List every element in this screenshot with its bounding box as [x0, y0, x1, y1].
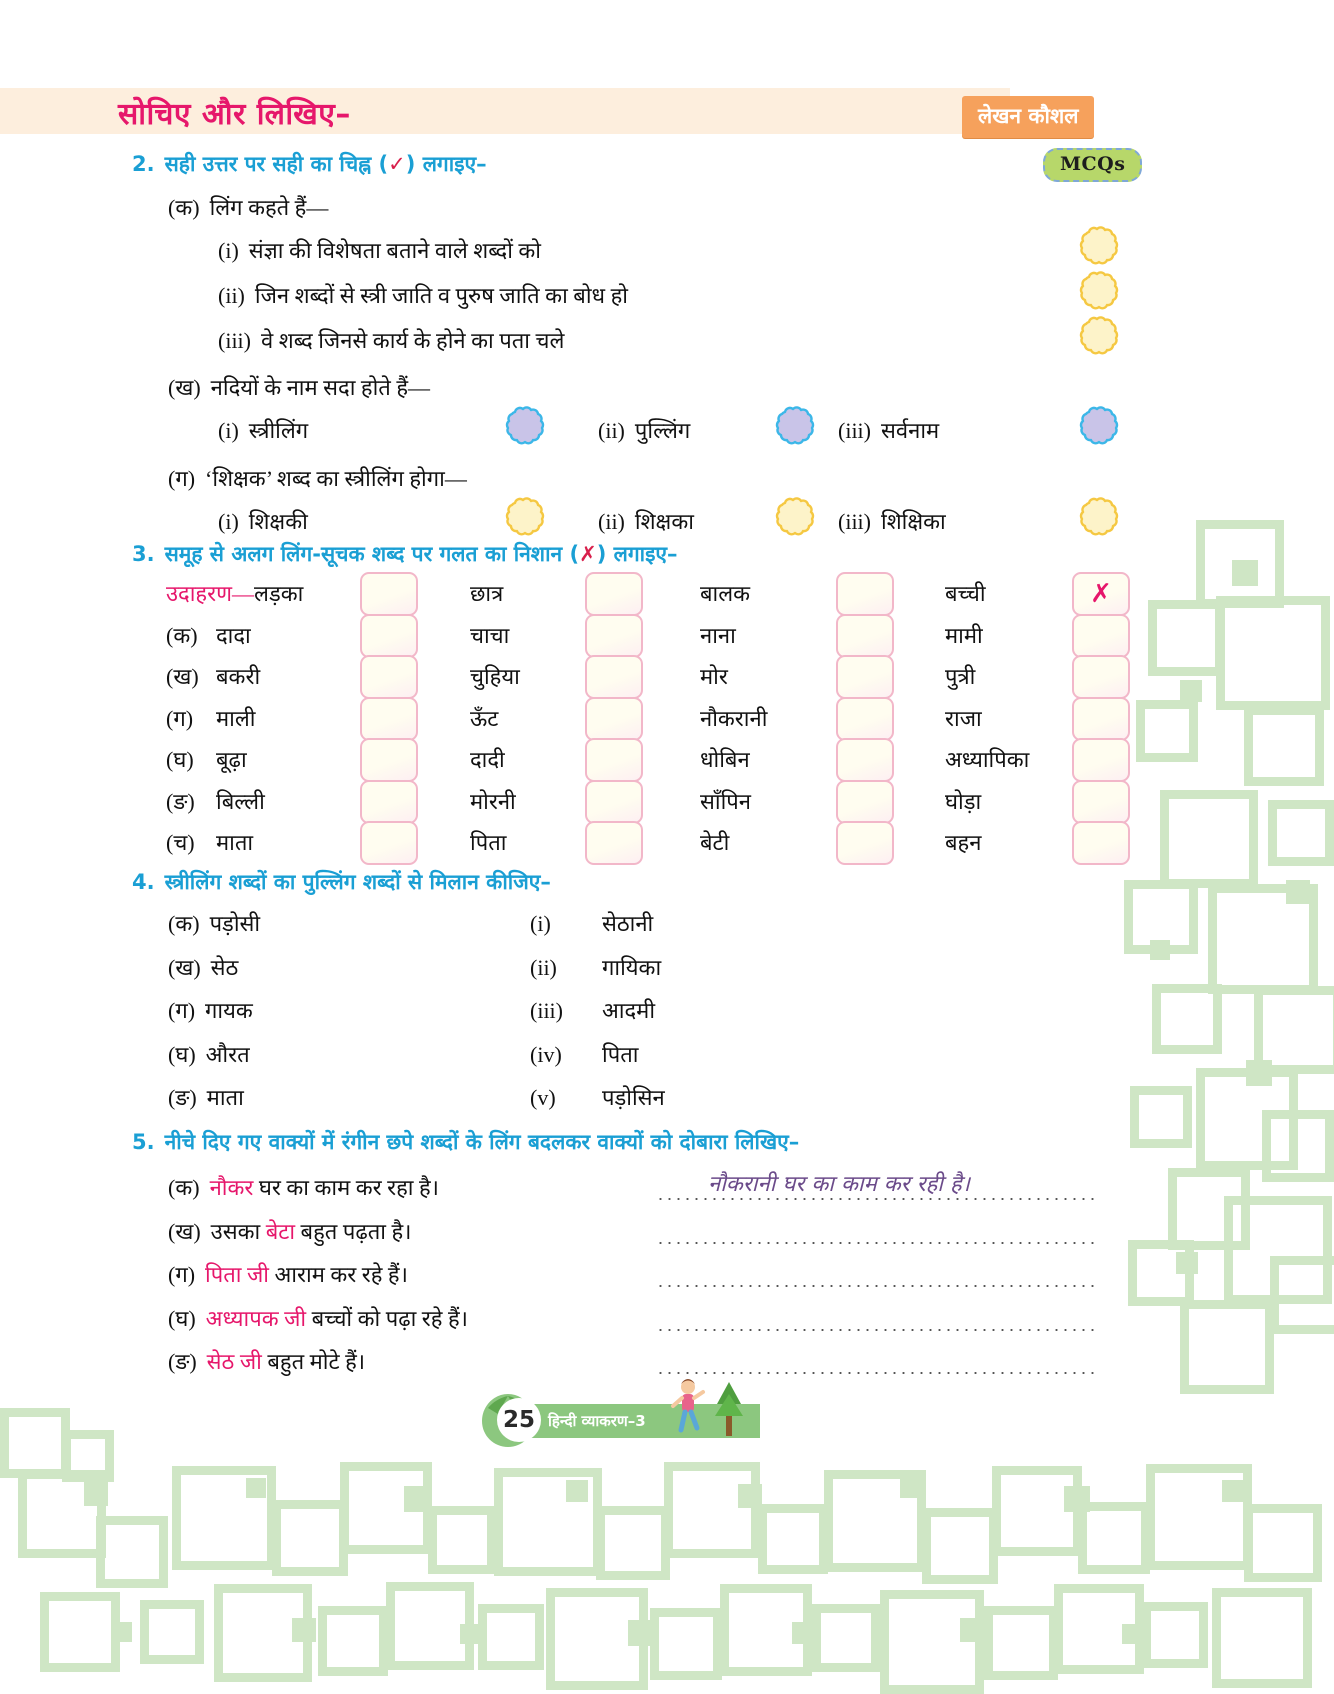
match-right-word: पिता [602, 1041, 639, 1067]
handwritten-answer: नौकरानी घर का काम कर रही है। [708, 1172, 971, 1197]
row-label: (क) [166, 622, 198, 648]
child-illustration-icon [668, 1378, 708, 1434]
skill-badge: लेखन कौशल [962, 96, 1094, 138]
question-2-option [218, 325, 564, 355]
answer-line[interactable] [656, 1285, 1096, 1287]
question-3-number: 3. [132, 542, 155, 566]
highlighted-word: बेटा [265, 1218, 296, 1244]
option-text: स्त्रीलिंग [248, 418, 309, 443]
match-left-word: गायक [205, 998, 253, 1023]
question-5-sentence [168, 1303, 468, 1333]
highlighted-word: अध्यापक जी [205, 1305, 307, 1331]
match-left-label: (ख) [168, 954, 201, 980]
question-4-heading [132, 868, 551, 896]
match-left-word: औरत [205, 1041, 250, 1067]
question-2-option [838, 415, 939, 445]
sentence-text: सेठ जी बहुत मोटे हैं। [206, 1349, 366, 1374]
option-text: शिक्षकी [248, 509, 308, 534]
match-left-word: माता [206, 1085, 244, 1110]
grid-word: बिल्ली [216, 788, 265, 814]
grid-word: बूढ़ा [216, 747, 247, 772]
option-number: (iii) [838, 509, 871, 534]
match-right-word: आदमी [602, 998, 656, 1023]
row-label: (च) [166, 830, 195, 855]
match-left-item[interactable] [168, 952, 238, 982]
question-5-sentence [168, 1346, 365, 1376]
grid-word: राजा [945, 705, 982, 731]
mcqs-badge: MCQs [1043, 148, 1142, 182]
grid-word: चाचा [470, 622, 510, 648]
match-right-word: सेठानी [602, 911, 654, 936]
answer-box[interactable] [836, 697, 894, 741]
option-number: (i) [218, 238, 239, 263]
answer-box[interactable] [360, 655, 418, 699]
answer-box[interactable] [585, 655, 643, 699]
tree-illustration-icon [712, 1380, 746, 1438]
grid-word: धोबिन [700, 747, 750, 772]
question-2-heading [132, 150, 487, 178]
part-prompt: नदियों के नाम सदा होते हैं— [210, 375, 431, 400]
sentence-text: पिता जी आराम कर रहे हैं। [205, 1262, 408, 1287]
highlighted-word: सेठ जी [206, 1349, 262, 1374]
match-right-item[interactable] [530, 908, 653, 938]
grid-word: बकरी [216, 664, 261, 689]
option-number: (ii) [598, 418, 625, 443]
answer-box[interactable] [1072, 738, 1130, 782]
question-2-number: 2. [132, 152, 155, 176]
grid-word: अध्यापिका [945, 747, 1030, 772]
row-label: (घ) [166, 747, 194, 772]
sentence-text: अध्यापक जी बच्चों को पढ़ा रहे हैं। [205, 1305, 469, 1331]
answer-box[interactable] [1072, 572, 1130, 616]
sentence-label: (क) [168, 1175, 200, 1200]
grid-word: दादा [216, 622, 251, 648]
answer-bubble-purple[interactable] [502, 403, 548, 449]
question-2-part-2 [168, 463, 467, 493]
answer-box[interactable] [360, 738, 418, 782]
match-right-item[interactable] [530, 952, 661, 982]
answer-line[interactable] [656, 1198, 1096, 1200]
option-number: (i) [218, 418, 239, 443]
sentence-label: (घ) [168, 1305, 196, 1331]
part-prompt: ‘शिक्षक’ शब्द का स्त्रीलिंग होगा— [205, 466, 467, 491]
answer-box[interactable] [836, 614, 894, 658]
answer-bubble-purple[interactable] [1076, 403, 1122, 449]
grid-word: ऊँट [470, 705, 499, 731]
option-text: शिक्षिका [881, 509, 946, 534]
match-right-label: (v) [530, 1085, 556, 1110]
question-2-option [838, 506, 946, 536]
grid-word: घोड़ा [945, 788, 982, 814]
answer-box[interactable] [360, 697, 418, 741]
match-left-label: (घ) [168, 1041, 196, 1067]
answer-bubble-yellow[interactable] [1076, 223, 1122, 269]
sentence-label: (ङ) [168, 1349, 197, 1374]
answer-bubble-yellow[interactable] [1076, 313, 1122, 359]
sentence-label: (ख) [168, 1218, 201, 1244]
match-right-label: (i) [530, 911, 551, 936]
option-number: (i) [218, 509, 239, 534]
answer-box[interactable] [585, 738, 643, 782]
option-text: जिन शब्दों से स्त्री जाति व पुरुष जाति का बोध हो [254, 283, 628, 308]
book-title: हिन्दी व्याकरण–3 [548, 1412, 646, 1430]
match-right-label: (ii) [530, 954, 557, 980]
answer-box[interactable] [836, 655, 894, 699]
sentence-text: उसका बेटा बहुत पढ़ता है। [210, 1218, 412, 1244]
match-left-word: पड़ोसी [209, 911, 261, 936]
question-2-option [218, 235, 541, 265]
answer-box[interactable] [1072, 821, 1130, 865]
answer-bubble-yellow[interactable] [1076, 494, 1122, 540]
match-right-label: (iv) [530, 1041, 562, 1067]
question-2-option [218, 280, 628, 310]
answer-bubble-purple[interactable] [772, 403, 818, 449]
answer-box[interactable] [1072, 697, 1130, 741]
match-right-word: गायिका [602, 954, 662, 980]
option-number: (iii) [218, 328, 251, 353]
highlighted-word: पिता जी [205, 1262, 270, 1287]
answer-box[interactable] [585, 614, 643, 658]
match-right-label: (iii) [530, 998, 563, 1023]
grid-word: दादी [470, 747, 505, 772]
question-2-part-1 [168, 372, 430, 402]
grid-word: पिता [470, 830, 507, 855]
part-label: (ख) [168, 375, 201, 400]
question-5-sentence [168, 1172, 439, 1202]
part-label: (क) [168, 195, 200, 220]
match-left-label: (ग) [168, 998, 196, 1023]
grid-word: बेटी [700, 830, 730, 855]
option-text: शिक्षका [634, 509, 694, 534]
match-left-item[interactable] [168, 1039, 250, 1069]
answer-box[interactable] [585, 572, 643, 616]
answer-bubble-yellow[interactable] [772, 494, 818, 540]
page-number: 25 [497, 1398, 541, 1442]
highlighted-word: नौकर [209, 1175, 254, 1200]
option-text: सर्वनाम [881, 418, 940, 443]
answer-box[interactable] [836, 821, 894, 865]
grid-word: चुहिया [470, 664, 520, 689]
question-5-number: 5. [132, 1130, 155, 1154]
match-left-item[interactable] [168, 1082, 244, 1112]
grid-word: साँपिन [700, 788, 751, 814]
sentence-text: नौकर घर का काम कर रहा है। [209, 1175, 440, 1200]
option-text: पुल्लिंग [634, 418, 691, 443]
option-number: (ii) [598, 509, 625, 534]
row-label: (ख) [166, 664, 199, 689]
answer-box[interactable] [585, 780, 643, 824]
answer-line[interactable] [656, 1372, 1096, 1374]
question-2-option [598, 415, 690, 445]
option-text: संज्ञा की विशेषता बताने वाले शब्दों को [248, 238, 541, 263]
question-2-text: सही उत्तर पर सही का चिह्न (✓) लगाइए– [164, 152, 487, 176]
question-3-text: समूह से अलग लिंग-सूचक शब्द पर गलत का निशान (✗) लगाइए– [164, 542, 678, 566]
answer-box[interactable] [1072, 780, 1130, 824]
check-mark-icon: ✓ [388, 152, 406, 176]
answer-box[interactable] [585, 821, 643, 865]
grid-word: माली [216, 705, 256, 731]
answer-box[interactable] [836, 572, 894, 616]
row-label: (ग) [166, 705, 194, 731]
match-left-label: (क) [168, 911, 200, 936]
question-2-option [218, 415, 308, 445]
question-5-heading [132, 1128, 799, 1156]
answer-box[interactable] [1072, 614, 1130, 658]
match-right-item[interactable] [530, 995, 655, 1025]
answer-box[interactable] [360, 821, 418, 865]
question-5-sentence [168, 1259, 408, 1289]
option-text: वे शब्द जिनसे कार्य के होने का पता चले [261, 328, 565, 353]
answer-line[interactable] [656, 1329, 1096, 1331]
match-right-word: पड़ोसिन [602, 1085, 665, 1110]
cross-mark-icon: ✗ [579, 542, 597, 566]
part-prompt: लिंग कहते हैं— [209, 195, 329, 220]
match-left-word: सेठ [210, 954, 239, 980]
sentence-label: (ग) [168, 1262, 196, 1287]
match-right-item[interactable] [530, 1082, 665, 1112]
question-4-text: स्त्रीलिंग शब्दों का पुल्लिंग शब्दों से मिलान कीजिए– [164, 870, 551, 894]
grid-word: पुत्री [945, 664, 976, 689]
example-word: उदाहरण—लड़का [166, 581, 304, 606]
page-title: सोचिए और लिखिए– [118, 97, 351, 132]
question-3-heading [132, 540, 678, 568]
match-left-item[interactable] [168, 995, 253, 1025]
question-5-sentence [168, 1216, 411, 1246]
answer-box[interactable] [836, 780, 894, 824]
grid-word: नाना [700, 622, 736, 648]
question-4-number: 4. [132, 870, 155, 894]
grid-word: माता [216, 830, 254, 855]
question-5-text: नीचे दिए गए वाक्यों में रंगीन छपे शब्दों के लिंग बदलकर वाक्यों को दोबारा लिखिए– [164, 1130, 800, 1154]
row-label: (ङ) [166, 788, 195, 814]
match-right-item[interactable] [530, 1039, 638, 1069]
answer-box[interactable] [360, 780, 418, 824]
grid-word: मामी [945, 622, 983, 648]
answer-box[interactable] [836, 738, 894, 782]
answer-box[interactable] [360, 614, 418, 658]
grid-word: नौकरानी [700, 705, 768, 731]
grid-word: छात्र [470, 581, 504, 606]
answer-bubble-yellow[interactable] [502, 494, 548, 540]
answer-line[interactable] [656, 1242, 1096, 1244]
example-label: उदाहरण— [166, 581, 255, 606]
part-label: (ग) [168, 466, 196, 491]
answer-bubble-yellow[interactable] [1076, 268, 1122, 314]
grid-word: मोरनी [470, 788, 516, 814]
option-number: (iii) [838, 418, 871, 443]
answer-box[interactable] [1072, 655, 1130, 699]
grid-word: मोर [700, 664, 728, 689]
cross-mark-icon: ✗ [1090, 579, 1112, 609]
answer-box[interactable] [360, 572, 418, 616]
match-left-label: (ङ) [168, 1085, 197, 1110]
question-2-part-0 [168, 192, 328, 222]
grid-word: बच्ची [945, 581, 986, 606]
grid-word: बहन [945, 830, 982, 855]
question-2-option [598, 506, 694, 536]
question-2-option [218, 506, 308, 536]
grid-word: बालक [700, 581, 751, 606]
match-left-item[interactable] [168, 908, 260, 938]
answer-box[interactable] [585, 697, 643, 741]
option-number: (ii) [218, 283, 245, 308]
